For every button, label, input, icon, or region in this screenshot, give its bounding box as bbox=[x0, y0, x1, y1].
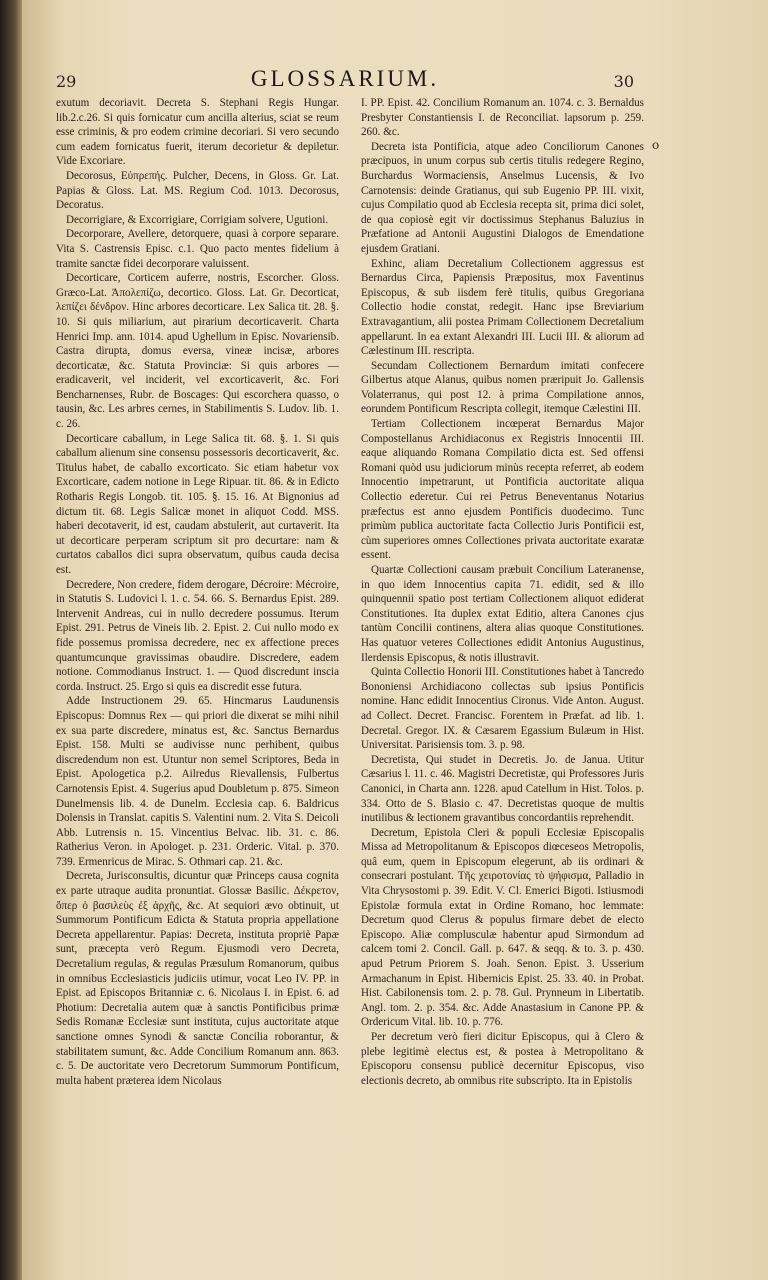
running-title: GLOSSARIUM. bbox=[250, 66, 440, 91]
paragraph: Decorporare, Avellere, detorquere, quasi à corpore separare. Vita S. Castrensis Episc. c.1. Quo pacto mentes fidelium à tramite sanctæ fidei decorporare valuissent. bbox=[56, 228, 339, 270]
paragraph: Decreta ista Pontificia, atque adeo Conciliorum Canones præcipuos, in unum corpus sub certis titulis redegere Regino, Burchardus Wormaciensis, Anselmus Lucensis, & Ivo Carnotensis: deinde Gratianus, qui sub Eugenio PP. III. vixit, cujus Compilatio quod ab Ecclesia recepta sit, prima dici solet, de qua copiosè egit vir doctissimus Stephanus Baluzius in Præfatione ad Antonii Augustini Dialogos de Emendatione ejusdem Gratiani. bbox=[361, 140, 644, 255]
book-page bbox=[22, 0, 768, 1280]
paragraph: exutum decoriavit. Decreta S. Stephani Regis Hungar. lib.2.c.26. Si quis fornicatur cum ancilla alterius, sciat se reum esse criminis, & pro eodem crimine decoriari. Si vero secundo cum eadem fornicatus fuerit, iterum decorietur & depiletur. Vide Excoriare. bbox=[56, 97, 339, 168]
paragraph: Adde Instructionem 29. 65. Hincmarus Laudunensis Episcopus: Domnus Rex — qui priori die dixerat se mihi nihil ex sua parte discredere, minatus est, &c. Sanctus Bernardus Epist. 158. Multi se audivisse nunc perhibent, quibus discredendum non est. Utuntur non semel Scriptores, Beda in Epist. Apologetica p.2. Ailredus Rievallensis, Fulbertus Carnotensis Epist. 4. Sugerius apud Doubletum p. 875. Simeon Dunelmensis lib. 4. de Dunelm. Ecclesia cap. 6. Baldricus Dolensis in Translat. capitis S. Valentini num. 2. Vita S. Deicoli Abb. Lutrensis n. 15. Vincentius Belvac. lib. 31. c. 86. Ratherius Veron. in Apologet. p. 231. Orderic. Vital. p. 370. 739. Ermenricus de Mirac. S. Othmari cap. 21. &c. bbox=[56, 695, 339, 868]
paragraph: Quartæ Collectioni causam præbuit Concilium Lateranense, in quo idem Innocentius capita 71. edidit, sed & illo quinquennii spatio post tertiam Collectionem aliquot ediderat Constitutiones. Ita duplex extat Editio, altera Canones cjus tantùm Concilii continens, altera alias quoque Constitutiones. Has quatuor veteres Collectiones edidit Antonius Augustinus, Ilerdensis Episcopus, & notis illustravit. bbox=[361, 564, 644, 664]
paragraph: Decorosus, Εὐπρεπής. Pulcher, Decens, in Gloss. Gr. Lat. Papias & Gloss. Lat. MS. Regium Cod. 1013. Decorosus, Decoratus. bbox=[56, 169, 339, 212]
paragraph: Per decretum verò fieri dicitur Episcopus, qui à Clero & plebe legitimè electus est, & postea à Metropolitano & Episcoporu consensu publicè decernitur Episcopus, viso electionis decreto, ab omnibus rite subscripto. Ita in Epistolis bbox=[361, 1031, 644, 1087]
paragraph: Tertiam Collectionem incœperat Bernardus Major Compostellanus Archidiaconus ex Registris Innocentii III. eaque aliquando Romana Compilatio dicta est. Sed offensi Romani quòd usu judiciorum minùs recepta referret, ab eodem Innocentio impetrarunt, ut Pontificia auctoritate aliqua Collectio ederetur. Cui rei Petrus Beneventanus Notarius præfectus est anno ejusdem Pontificis duodecimo. Tunc primùm publica auctoritate facta Collectio Juris Pontificii est, cùm superiores omnes Collectiones privata auctoritate exaratæ essent. bbox=[361, 418, 644, 562]
paragraph: Secundam Collectionem Bernardum imitati confecere Gilbertus atque Alanus, quibus nomen præripuit Jo. Gallensis Volaterranus, qui post 12. à prima Compilatione annos, eorundem Pontificum Rescripta collegit, itemque Cælestini III. bbox=[361, 359, 644, 416]
running-header bbox=[56, 66, 634, 96]
paragraph: Decretista, Qui studet in Decretis. Jo. de Janua. Utitur Cæsarius l. 11. c. 46. Magistri Decretistæ, qui Professores Juris Canonici, in Charta ann. 1228. apud Catellum in Hist. Tolos. p. 334. Otto de S. Blasio c. 47. Decretistas quoque de multis inutilibus & lectionem gravantibus concordantiis reprehendit. bbox=[361, 753, 644, 825]
book-gutter bbox=[0, 0, 24, 1280]
paragraph: Exhinc, aliam Decretalium Collectionem aggressus est Bernardus Circa, Papiensis Præpositus, mox Faventinus Episcopus, & sub iisdem ferè titulis, quibus Gregoriana Collectio hodie constat, redegit. Hanc ipse Breviarium Extravagantium, alii postea Primam Collectionem Decretalium appellarunt. In ea extant Alexandri III. Lucii III. & aliorum ad Cælestinum III. rescripta. bbox=[361, 257, 644, 358]
left-text-column bbox=[56, 96, 339, 1256]
paragraph: Decorrigiare, & Excorrigiare, Corrigiam solvere, Ugutioni. bbox=[66, 213, 329, 226]
paragraph: I. PP. Epist. 42. Concilium Romanum an. 1074. c. 3. Bernaldus Presbyter Constantiensis I. de Reconciliat. lapsorum p. 259. 260. &c. bbox=[361, 97, 644, 139]
right-page-number: 30 bbox=[613, 72, 634, 91]
paragraph: Decorticare, Corticem auferre, nostris, Escorcher. Gloss. Græco-Lat. Ἀπολεπίζω, decortico. Gloss. Lat. Gr. Decorticat, λεπίζει δένδρον. Hinc arbores decorticare. Lex Salica tit. 28. §. 10. Si quis miliarium, aut pirarium decorticaverit. Charta Henrici Imp. ann. 1014. apud Ughellum in Episc. Novariensib. Castra dirupta, domus eversa, vineæ incisæ, arbores decorticatæ, &c. Statuta Provinciæ: Si quis arbores — eradicaverit, vel inciderit, vel excorticaverit, &c. Fori Bencharnenses, Rubr. de Boscages: Qui escorchera quasso, o tausin, &c. Les arbres cernes, in Stabilimentis S. Ludov. lib. 1. c. 26. bbox=[56, 272, 339, 431]
right-text-column bbox=[361, 96, 644, 1256]
margin-mark: o bbox=[652, 138, 660, 152]
paragraph: Decorticare caballum, in Lege Salica tit. 68. §. 1. Si quis caballum alienum sine consensu possessoris decorticaverit, &c. Titulus habet, de caballo excorticato. Sic etiam habetur vox Excorticare, cadem notione in Lege Ripuar. tit. 86. & in Edicto Rotharis Regis Longob. tit. 105. §. 15. 16. At Bignonius ad dictum tit. 68. Legis Salicæ monet in aliquot Codd. MSS. haberi decotaverit, id est, caudam abstulerit, aut curtaverit. Ita ut decorticare perperam scriptum sit pro decurtare: nam & curtatos caballos dici supra observatum, quibus cauda decisa est. bbox=[56, 432, 339, 576]
paragraph: Quinta Collectio Honorii III. Constitutiones habet à Tancredo Bononiensi Archidiacono collectas sub ipsius Pontificis nomine. Hanc edidit Innocentius Cironus. Vide Anton. August. ad Collect. Decret. Francisc. Forentem in Præfat. ad lib. 1. Decretal. Gregor. IX. & Cæsarem Egassium Bulæum in Hist. Universitat. Parisiensis tom. 3. p. 98. bbox=[361, 666, 644, 752]
paragraph: Decreta, Jurisconsultis, dicuntur quæ Princeps causa cognita ex parte utraque audita pronuntiat. Glossæ Basilic. Δέκρετον, ὅπερ ὁ βασιλεὺς ἐξ ἀρχῆς, &c. At sequiori ævo obtinuit, ut Summorum Pontificum Edicta & Statuta propria appellatione Decreta appellarentur. Papias: Decreta, instituta propriè Papæ sunt, præcepta verò Regum. Ejusmodi vero Decreta, Decretalium regulas, & regulas Præsulum Romanorum, quibus in omnibus Ecclesiasticis judiciis utimur, vocat Leo IV. PP. in Epist. ad Episcopos Britanniæ c. 6. Nicolaus I. in Epist. 6. ad Photium: Decretalia autem quæ à sanctis Pontificibus primæ Sedis Romanæ Ecclesiæ sunt instituta, cujus auctoritate atque sanctione omnes Synodi & sanctæ Concilia roborantur, & stabilitatem sumunt, &c. Adde Concilium Romanum ann. 863. c. 5. De auctoritate vero Decretorum Summorum Pontificum, multa habent præterea idem Nicolaus bbox=[56, 870, 339, 1087]
paragraph: Decredere, Non credere, fidem derogare, Décroire: Mécroire, in Statutis S. Ludovici l. 1. c. 54. 66. S. Bernardus Epist. 289. Intervenit Andreas, cui in nullo decredere possumus. Iterum Epist. 291. Petrus de Vineis lib. 2. Epist. 2. Cui nullo modo ex fide possemus promissa decredere, nec ex affectione preces quantumcunque gravissimas obaudire. Discredere, eadem notione. Commodianus Instruct. 1. — Quod discredunt inscia corda. Instruct. 25. Ergo si quis ea discredit esse futura. bbox=[56, 578, 339, 693]
paragraph: Decretum, Epistola Cleri & populi Ecclesiæ Episcopalis Missa ad Metropolitanum & Episcopos diœceseos Metropolis, quâ eum, quem in Episcopum elegerunt, ab iis ordinari & consecrari postulant. Τῆς χειροτονίας τὸ ψήφισμα, Palladio in Vita Chrysostomi p. 39. Edit. V. Cl. Emerici Bigoti. Istiusmodi Epistolæ formula extat in Ordine Romano, hoc lemmate: Decretum quod Clerus & populus firmare debet de electo Episcopo. Aliæ complusculæ habentur apud Sirmondum ad calcem tomi 2. Concil. Gall. p. 647. & seqq. & to. 3. p. 430. apud Petrum Priorem S. Joah. Senon. Epist. 3. Usserium Armachanum in Epist. Hibernicis Epist. 25. 33. 40. in Probat. Hist. Cabilonensis tom. 2. p. 78. Gul. Prynneum in Libertatib. Angl. tom. 2. p. 354. &c. Adde Anastasium in Canone PP. & Ordericum Vital. lib. 10. p. 776. bbox=[361, 826, 644, 1029]
left-page-number: 29 bbox=[56, 72, 77, 91]
